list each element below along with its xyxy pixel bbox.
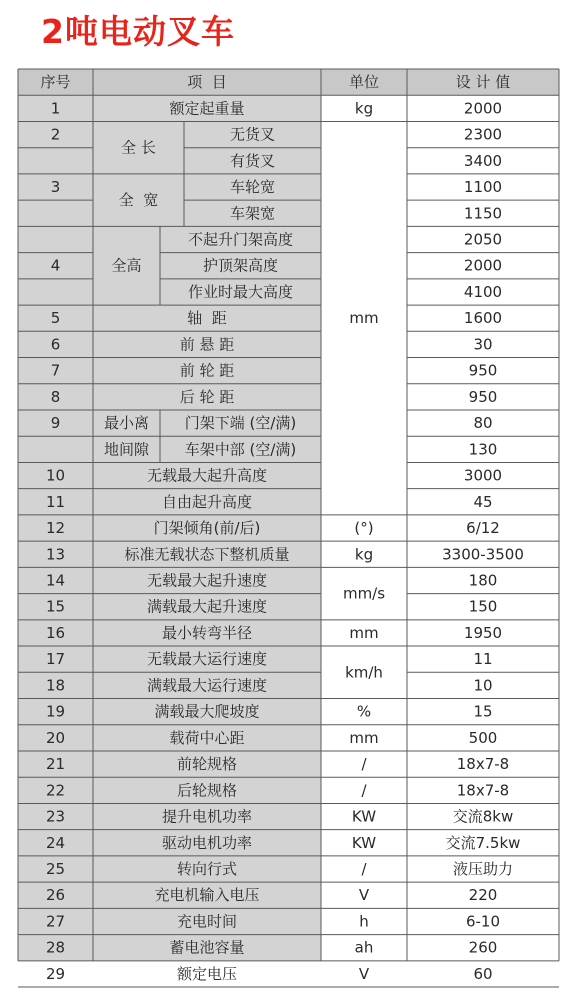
header-no: 序号: [40, 73, 71, 92]
design-value: 18x7-8: [456, 781, 510, 800]
sub-item-label: 护顶架高度: [202, 256, 279, 275]
design-value: 交流8kw: [452, 807, 514, 826]
header-unit: 单位: [348, 73, 380, 92]
sub-item-label: 车架宽: [229, 204, 276, 223]
design-value: 1150: [463, 204, 503, 223]
item-label: 自由起升高度: [161, 492, 253, 511]
row-number: 22: [45, 781, 66, 800]
item-label: 额定起重量: [169, 99, 245, 118]
design-value: 11: [473, 650, 493, 669]
row-number: 16: [45, 623, 66, 642]
design-value: 45: [473, 492, 493, 511]
design-value: 950: [468, 387, 498, 406]
row-number: 14: [45, 571, 66, 590]
row-number: 11: [45, 492, 66, 511]
item-label: 载荷中心距: [169, 728, 245, 747]
row-number: 12: [45, 519, 66, 538]
group-label: 地间隙: [103, 440, 150, 459]
group-label: 全 长: [121, 138, 156, 157]
design-value: 3300-3500: [442, 545, 524, 564]
sub-item-label: 作业时最大高度: [187, 282, 294, 301]
unit-value: km/h: [345, 663, 383, 682]
item-label: 无载最大运行速度: [146, 650, 268, 669]
design-value: 60: [473, 964, 493, 983]
unit-value: mm/s: [342, 584, 386, 603]
sub-item-label: 车轮宽: [229, 178, 276, 197]
row-number: 8: [50, 387, 61, 406]
item-label: 驱动电机功率: [161, 833, 253, 852]
page-title: 2吨电动叉车: [41, 12, 235, 51]
row-number: 19: [45, 702, 66, 721]
row-number: 3: [50, 178, 61, 197]
item-label: 额定电压: [176, 964, 238, 983]
unit-value: /: [361, 860, 367, 879]
row-number: 9: [50, 414, 61, 433]
design-value: 3400: [463, 151, 503, 170]
design-value: 液压助力: [452, 860, 514, 879]
sub-item-label: 门架下端 (空/满): [184, 414, 297, 433]
item-label: 标准无载状态下整机质量: [124, 545, 290, 564]
item-label: 充电机输入电压: [154, 886, 260, 905]
unit-value: kg: [354, 99, 374, 118]
item-label: 满载最大起升速度: [146, 597, 268, 616]
row-number: 1: [50, 99, 61, 118]
item-label: 后轮规格: [176, 781, 238, 800]
design-value: 2300: [463, 125, 503, 144]
design-value: 260: [468, 938, 498, 957]
design-value: 500: [468, 728, 498, 747]
item-label: 无载最大起升高度: [146, 466, 268, 485]
design-value: 15: [473, 702, 493, 721]
item-label: 门架倾角(前/后): [153, 519, 261, 538]
item-label: 前轮规格: [176, 755, 238, 774]
unit-value: mm: [349, 728, 379, 747]
unit-value: mm: [349, 623, 379, 642]
row-number: 4: [50, 256, 61, 275]
unit-value: h: [359, 912, 369, 931]
item-label: 提升电机功率: [161, 807, 253, 826]
row-number: 27: [45, 912, 66, 931]
unit-value: /: [361, 781, 367, 800]
unit-value: mm: [349, 309, 379, 328]
design-value: 10: [473, 676, 493, 695]
design-value: 130: [468, 440, 498, 459]
design-value: 180: [468, 571, 498, 590]
header-value: 设 计 值: [455, 73, 511, 92]
row-number: 24: [45, 833, 66, 852]
row-number: 28: [45, 938, 66, 957]
row-number: 10: [45, 466, 66, 485]
item-label: 前 轮 距: [179, 361, 235, 380]
row-number: 6: [50, 335, 61, 354]
design-value: 1100: [463, 178, 503, 197]
item-label: 前 悬 距: [179, 335, 235, 354]
row-number: 29: [45, 964, 66, 983]
design-value: 6-10: [465, 912, 501, 931]
unit-value: KW: [351, 833, 377, 852]
design-value: 30: [473, 335, 493, 354]
row-number: 25: [45, 860, 66, 879]
sub-item-label: 有货叉: [229, 151, 276, 170]
header-item: 项 目: [187, 73, 227, 92]
design-value: 1600: [463, 309, 503, 328]
group-label: 全 宽: [118, 191, 159, 210]
design-value: 交流7.5kw: [445, 833, 521, 852]
sub-item-label: 无货叉: [229, 125, 276, 144]
item-label: 蓄电池容量: [169, 938, 245, 957]
row-number: 17: [45, 650, 66, 669]
row-number: 21: [45, 755, 66, 774]
design-value: 150: [468, 597, 498, 616]
design-value: 950: [468, 361, 498, 380]
row-number: 7: [50, 361, 61, 380]
item-label: 后 轮 距: [179, 387, 235, 406]
design-value: 2000: [463, 99, 503, 118]
unit-value: (°): [354, 519, 374, 538]
row-number: 5: [50, 309, 61, 328]
row-number: 26: [45, 886, 66, 905]
group-label: 最小离: [103, 414, 150, 433]
unit-value: KW: [351, 807, 377, 826]
sub-item-label: 车架中部 (空/满): [184, 440, 297, 459]
design-value: 1950: [463, 623, 503, 642]
design-value: 3000: [463, 466, 503, 485]
design-value: 6/12: [466, 519, 500, 538]
item-label: 满载最大运行速度: [146, 676, 268, 695]
design-value: 220: [468, 886, 498, 905]
item-label: 轴 距: [187, 309, 227, 328]
sub-item-label: 不起升门架高度: [187, 230, 294, 249]
item-label: 无载最大起升速度: [146, 571, 268, 590]
row-number: 23: [45, 807, 66, 826]
unit-value: V: [358, 964, 370, 983]
row-number: 20: [45, 728, 66, 747]
design-value: 2050: [463, 230, 503, 249]
row-number: 13: [45, 545, 66, 564]
row-number: 15: [45, 597, 66, 616]
design-value: 18x7-8: [456, 755, 510, 774]
unit-value: kg: [354, 545, 374, 564]
unit-value: %: [356, 702, 372, 721]
item-label: 最小转弯半径: [161, 623, 253, 642]
row-number: 18: [45, 676, 66, 695]
item-label: 充电时间: [176, 912, 238, 931]
design-value: 4100: [463, 282, 503, 301]
group-label: 全高: [111, 256, 142, 275]
unit-value: /: [361, 755, 367, 774]
design-value: 80: [473, 414, 493, 433]
item-label: 转向行式: [176, 860, 238, 879]
unit-value: ah: [354, 938, 374, 957]
row-number: 2: [50, 125, 61, 144]
unit-value: V: [358, 886, 370, 905]
design-value: 2000: [463, 256, 503, 275]
item-label: 满载最大爬坡度: [154, 702, 260, 721]
